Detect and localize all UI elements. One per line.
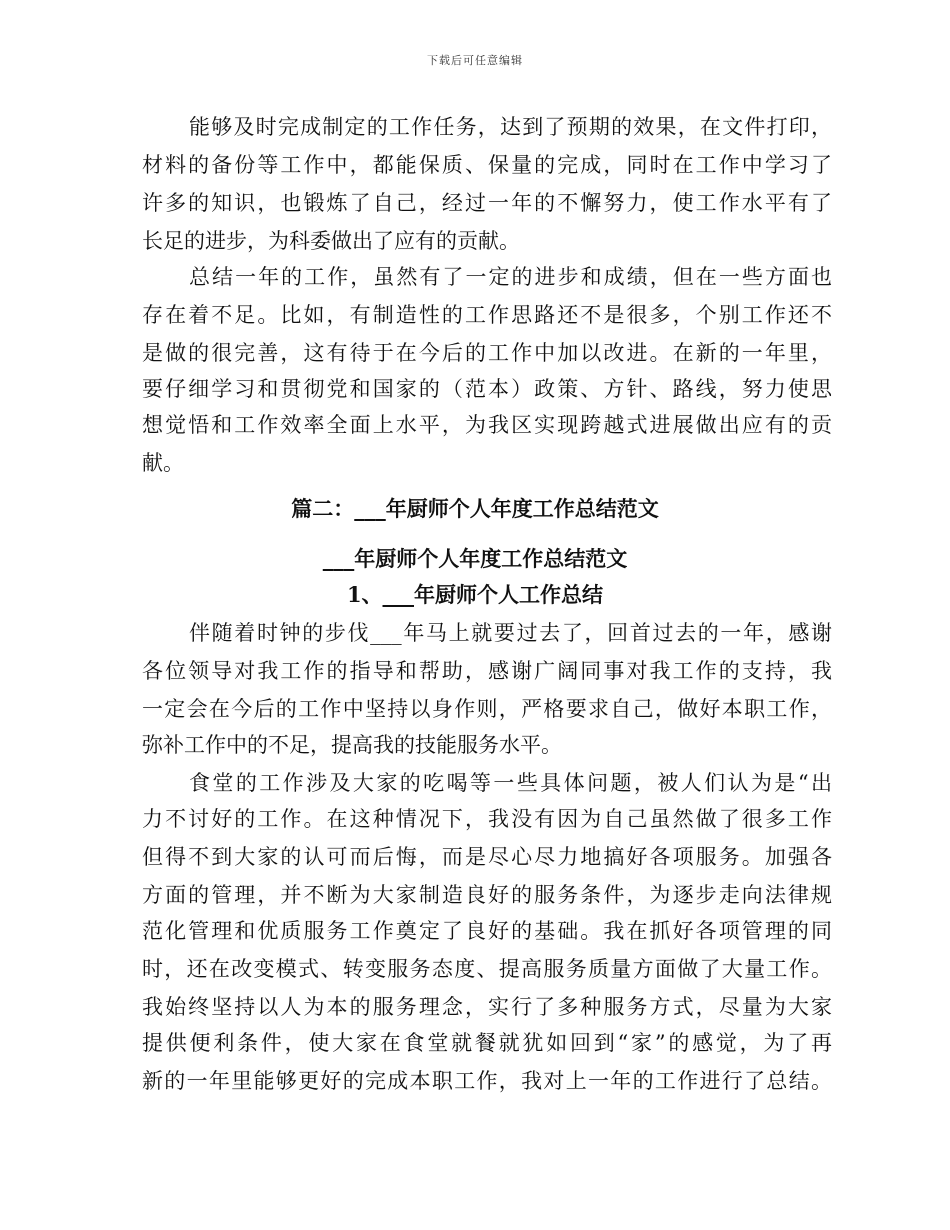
section-heading: 篇二：___年厨师个人年度工作总结范文 (291, 496, 659, 521)
paragraph-line: 存在着不足。比如，有制造性的工作思路还不是很多，个别工作还不 (142, 303, 832, 327)
paragraph-line: 各位领导对我工作的指导和帮助，感谢广阔同事对我工作的支持，我 (142, 659, 832, 683)
paragraph-line: 我始终坚持以人为本的服务理念，实行了多种服务方式，尽量为大家 (142, 995, 832, 1019)
paragraph-line: 食堂的工作涉及大家的吃喝等一些具体问题，被人们认为是“出 (189, 771, 832, 795)
paragraph-line: 许多的知识，也锻炼了自己，经过一年的不懈努力，使工作水平有了 (142, 191, 832, 215)
paragraph-line: 献。 (142, 451, 184, 475)
paragraph-line: 长足的进步，为科委做出了应有的贡献。 (142, 229, 520, 253)
paragraph-line: 想觉悟和工作效率全面上水平，为我区实现跨越式进展做出应有的贡 (142, 413, 832, 437)
paragraph-line: 能够及时完成制定的工作任务，达到了预期的效果，在文件打印， (189, 115, 832, 139)
document-title: ___年厨师个人年度工作总结范文 (322, 546, 628, 571)
paragraph-line: 要仔细学习和贯彻党和国家的（范本）政策、方针、路线，努力使思 (142, 377, 832, 401)
paragraph-line: 总结一年的工作，虽然有了一定的进步和成绩，但在一些方面也 (189, 265, 832, 289)
paragraph-line: 新的一年里能够更好的完成本职工作，我对上一年的工作进行了总结。 (142, 1069, 832, 1093)
paragraph-line: 但得不到大家的认可而后悔，而是尽心尽力地搞好各项服务。加强各 (142, 845, 832, 869)
paragraph-line: 力不讨好的工作。在这种情况下，我没有因为自己虽然做了很多工作 (142, 807, 832, 831)
paragraph-line: 一定会在今后的工作中坚持以身作则，严格要求自己，做好本职工作， (142, 697, 832, 721)
paragraph-line: 提供便利条件，使大家在食堂就餐就犹如回到“家”的感觉，为了再 (142, 1031, 832, 1055)
paragraph-line: 是做的很完善，这有待于在今后的工作中加以改进。在新的一年里， (142, 341, 832, 365)
paragraph-line: 范化管理和优质服务工作奠定了良好的基础。我在抓好各项管理的同 (142, 919, 832, 943)
subsection-heading: 1、___年厨师个人工作总结 (346, 582, 604, 607)
paragraph-line: 时，还在改变模式、转变服务态度、提高服务质量方面做了大量工作。 (142, 957, 832, 981)
page-header: 下载后可任意编辑 (427, 54, 523, 67)
paragraph-line: 方面的管理，并不断为大家制造良好的服务条件，为逐步走向法律规 (142, 883, 832, 907)
paragraph-line: 伴随着时钟的步伐___年马上就要过去了，回首过去的一年，感谢 (189, 621, 832, 645)
paragraph-line: 材料的备份等工作中，都能保质、保量的完成，同时在工作中学习了 (142, 153, 832, 177)
paragraph-line: 弥补工作中的不足，提高我的技能服务水平。 (142, 733, 562, 757)
